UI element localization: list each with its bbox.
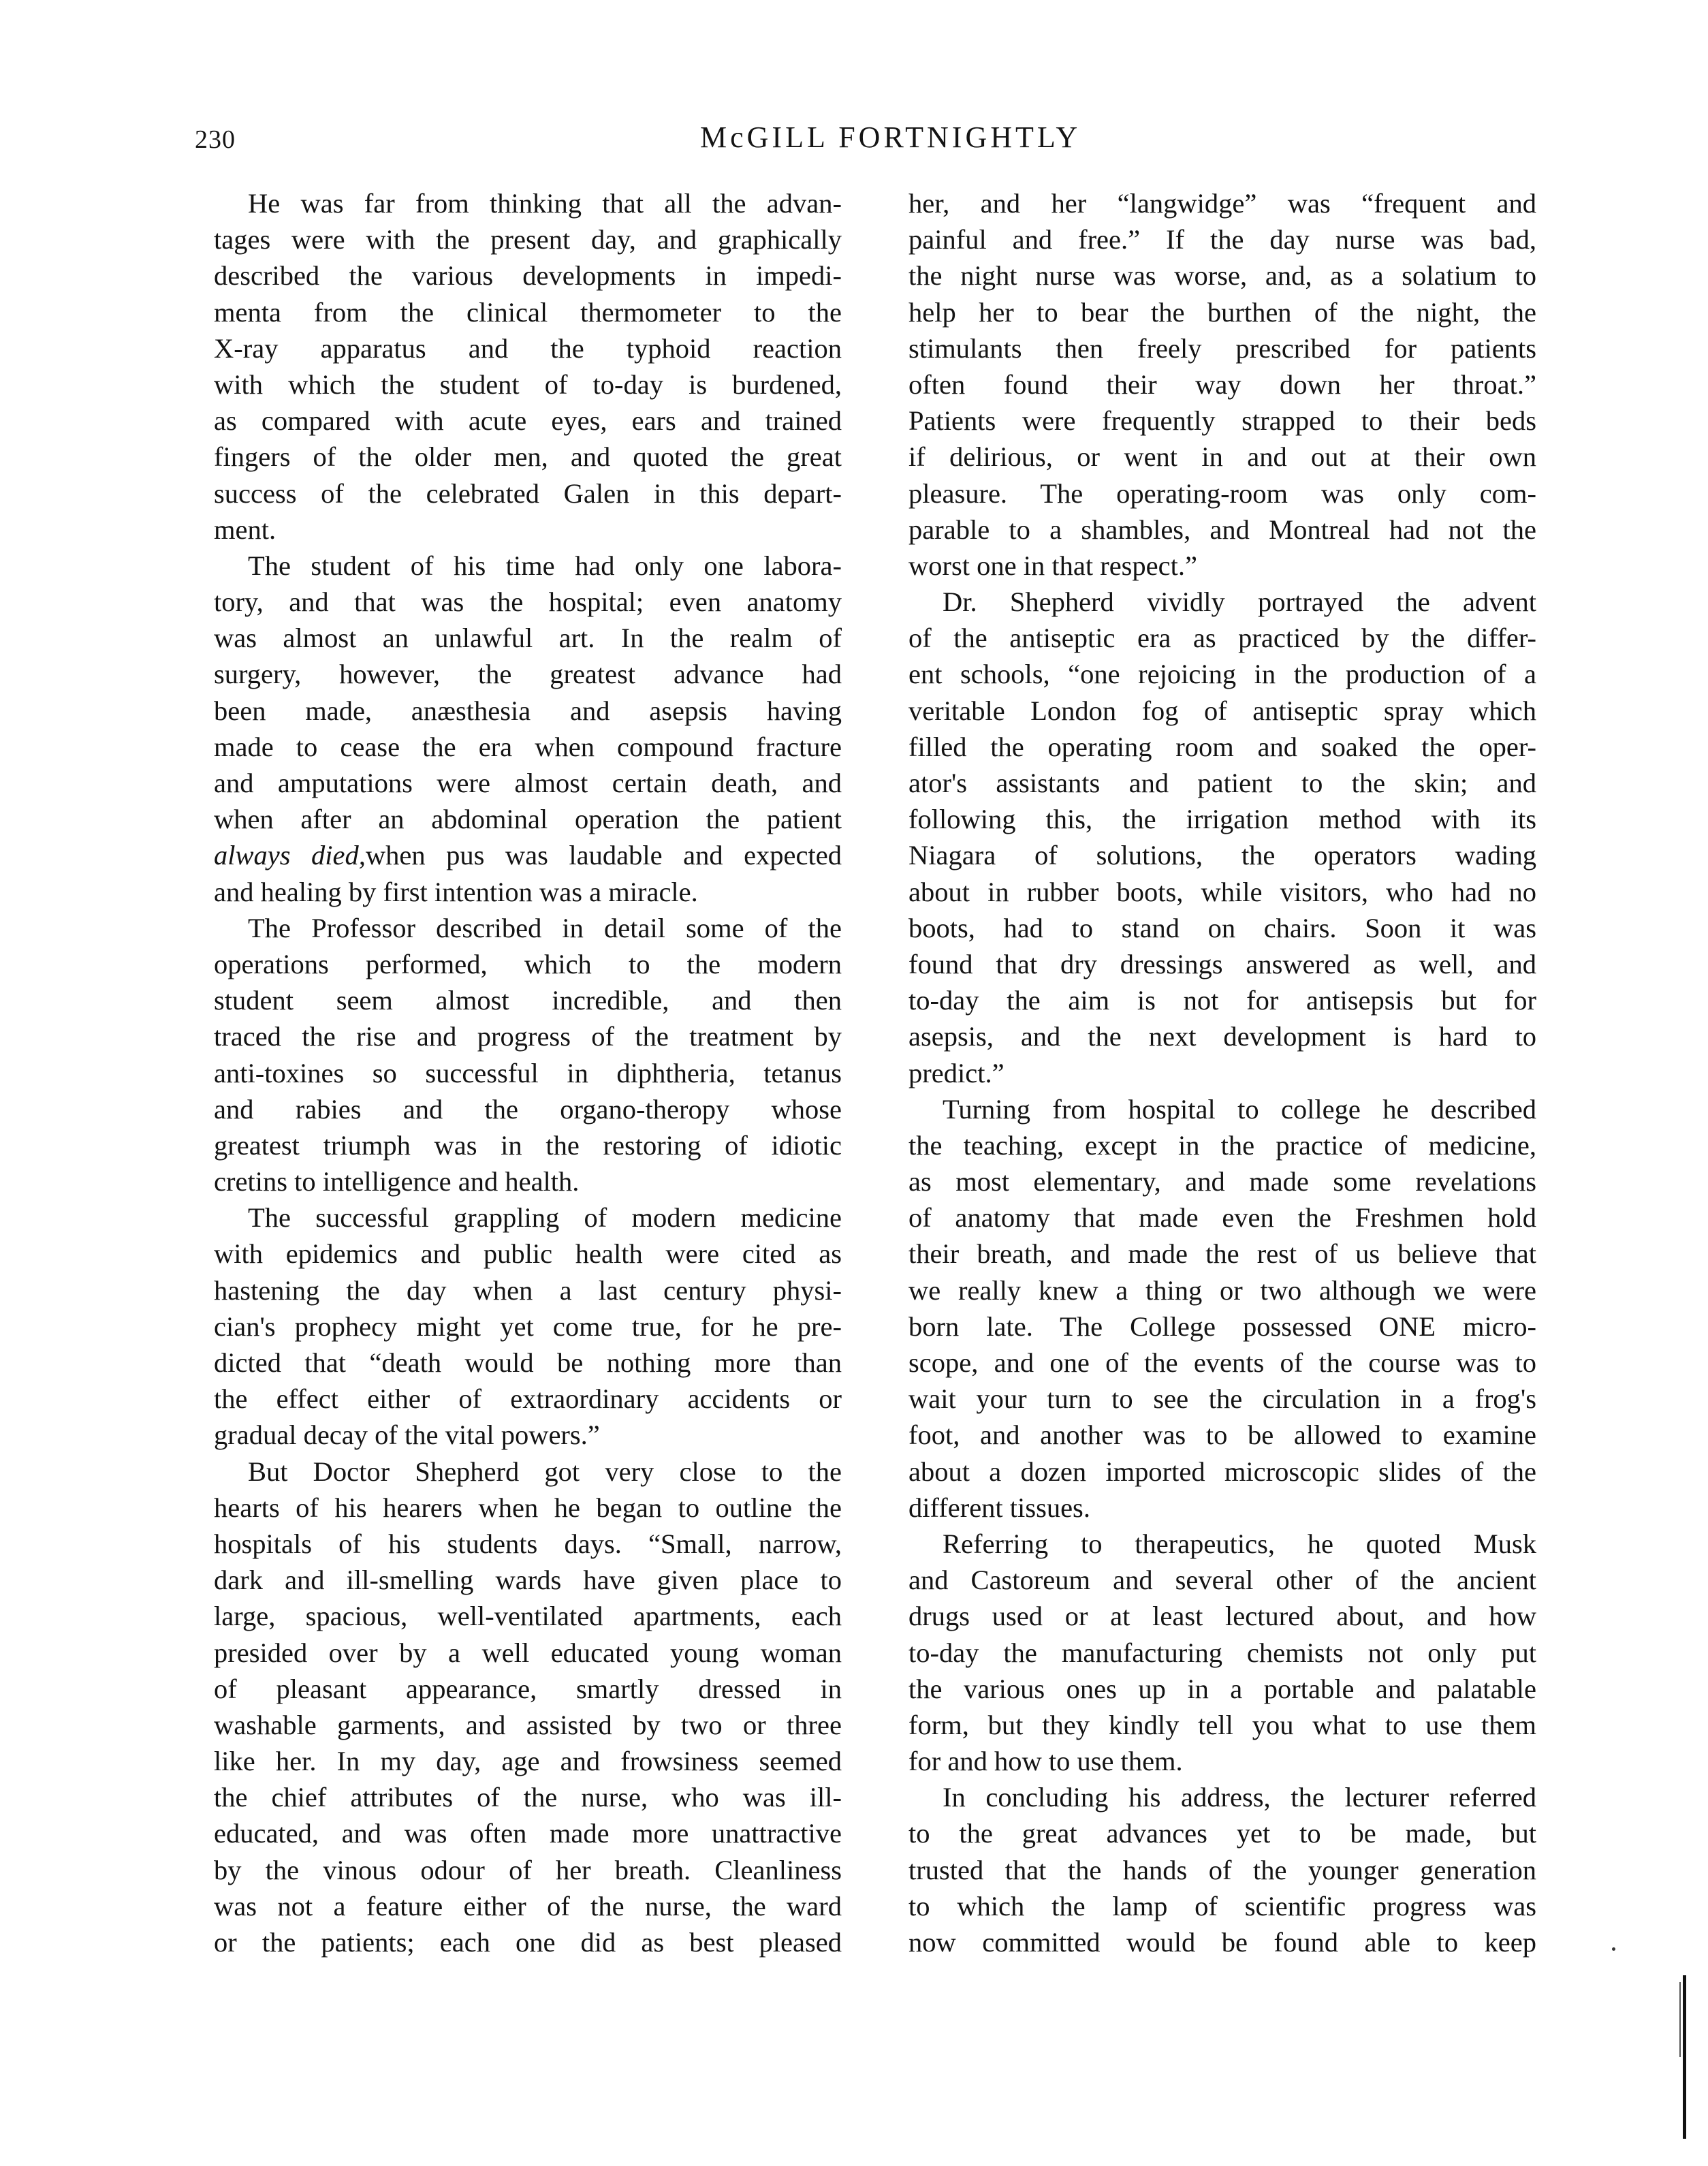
text-line: surgery, however, the greatest advance had	[214, 659, 842, 690]
text-line: as most elementary, and made some revelations	[908, 1166, 1536, 1197]
text-line: born late. The College possessed ONE micro-	[908, 1310, 1536, 1342]
text-line: asepsis, and the next development is hard to	[908, 1021, 1536, 1052]
text-line: and rabies and the organo-theropy whose	[214, 1093, 842, 1125]
text-line: cian's prophecy might yet come true, for he pre-	[214, 1310, 842, 1342]
text-line: to-day the manufacturing chemists not only put	[908, 1637, 1536, 1668]
text-line: Patients were frequently strapped to their beds	[908, 405, 1536, 437]
text-line: menta from the clinical thermometer to the	[214, 296, 842, 328]
text-fragment: when pus was laudable and expected	[365, 840, 842, 871]
text-line: But Doctor Shepherd got very close to the	[248, 1456, 842, 1487]
text-line: Dr. Shepherd vividly portrayed the advent	[943, 586, 1536, 618]
text-line: trusted that the hands of the younger generation	[908, 1854, 1536, 1885]
text-line: help her to bear the burthen of the night, the	[908, 296, 1536, 328]
text-line: student seem almost incredible, and then	[214, 985, 842, 1016]
text-line: hospitals of his students days. “Small, narrow,	[214, 1528, 842, 1559]
text-line: filled the operating room and soaked the oper-	[908, 731, 1536, 762]
text-line: the effect either of extraordinary accidents or	[214, 1383, 842, 1415]
text-line: by the vinous odour of her breath. Cleanliness	[214, 1854, 842, 1885]
right-column	[908, 185, 1536, 1960]
text-line: ment.	[214, 514, 276, 545]
text-line: about in rubber boots, while visitors, who had no	[908, 876, 1536, 907]
text-line: washable garments, and assisted by two or three	[214, 1709, 842, 1740]
text-line: pleasure. The operating-room was only com-	[908, 477, 1536, 509]
text-line: success of the celebrated Galen in this depart-	[214, 477, 842, 509]
text-line: drugs used or at least lectured about, and how	[908, 1601, 1536, 1632]
text-line: anti-toxines so successful in diphtheria, tetanus	[214, 1057, 842, 1088]
text-line: ent schools, “one rejoicing in the production of a	[908, 659, 1536, 690]
text-line: with which the student of to-day is burdened,	[214, 368, 842, 400]
text-line: scope, and one of the events of the course was to	[908, 1347, 1536, 1378]
text-line: her, and her “langwidge” was “frequent and	[908, 188, 1536, 219]
text-line: The Professor described in detail some of the	[248, 912, 842, 943]
text-line: traced the rise and progress of the treatment by	[214, 1021, 842, 1052]
text-line: like her. In my day, age and frowsiness seemed	[214, 1746, 842, 1777]
text-line: and Castoreum and several other of the ancient	[908, 1565, 1536, 1596]
text-line: large, spacious, well-ventilated apartments, each	[214, 1601, 842, 1632]
text-line: made to cease the era when compound fracture	[214, 731, 842, 762]
text-line: different tissues.	[908, 1492, 1090, 1523]
text-line: painful and free.” If the day nurse was bad,	[908, 224, 1536, 255]
text-line: tages were with the present day, and graphically	[214, 224, 842, 255]
text-line: parable to a shambles, and Montreal had not the	[908, 514, 1536, 545]
text-line: been made, anæsthesia and asepsis having	[214, 695, 842, 726]
text-line: if delirious, or went in and out at their own	[908, 441, 1536, 473]
text-line: veritable London fog of antiseptic spray which	[908, 695, 1536, 726]
text-line: presided over by a well educated young woman	[214, 1637, 842, 1668]
text-line: of pleasant appearance, smartly dressed in	[214, 1673, 842, 1704]
text-line	[214, 837, 842, 873]
text-line: the chief attributes of the nurse, who was ill-	[214, 1782, 842, 1813]
scan-speck	[1612, 1947, 1615, 1951]
text-line: X-ray apparatus and the typhoid reaction	[214, 332, 842, 364]
text-line: educated, and was often made more unattractive	[214, 1818, 842, 1849]
text-line: as compared with acute eyes, ears and trained	[214, 405, 842, 437]
running-title: McGILL FORTNIGHTLY	[700, 121, 1081, 154]
italic-phrase: always died,	[214, 840, 366, 871]
text-line: fingers of the older men, and quoted the great	[214, 441, 842, 473]
text-line: we really knew a thing or two although we were	[908, 1274, 1536, 1306]
text-line: Turning from hospital to college he described	[943, 1093, 1536, 1125]
text-line: operations performed, which to the modern	[214, 948, 842, 979]
text-line: boots, had to stand on chairs. Soon it was	[908, 912, 1536, 943]
text-line: dicted that “death would be nothing more than	[214, 1347, 842, 1378]
text-line: tory, and that was the hospital; even anatomy	[214, 586, 842, 618]
text-line: to the great advances yet to be made, but	[908, 1818, 1536, 1849]
text-line: following this, the irrigation method with its	[908, 804, 1536, 835]
text-line: described the various developments in impedi-	[214, 260, 842, 292]
text-line: or the patients; each one did as best pleased	[214, 1927, 842, 1958]
page-number: 230	[195, 125, 236, 154]
text-line: of anatomy that made even the Freshmen hold	[908, 1202, 1536, 1234]
scan-edge-mark	[1683, 1975, 1686, 2139]
text-line: predict.”	[908, 1057, 1005, 1088]
left-column	[214, 185, 842, 1960]
text-line: In concluding his address, the lecturer referred	[943, 1782, 1536, 1813]
text-line: ator's assistants and patient to the skin; and	[908, 768, 1536, 798]
text-line: hastening the day when a last century physi-	[214, 1274, 842, 1306]
text-line: and amputations were almost certain death, and	[214, 768, 842, 798]
text-line: was almost an unlawful art. In the realm of	[214, 623, 842, 654]
text-line: Niagara of solutions, the operators wading	[908, 840, 1536, 871]
text-line: and healing by first intention was a miracle.	[214, 876, 698, 907]
text-line: when after an abdominal operation the patient	[214, 804, 842, 835]
text-line: greatest triumph was in the restoring of idiotic	[214, 1129, 842, 1161]
text-line: foot, and another was to be allowed to examine	[908, 1419, 1536, 1451]
text-line: for and how to use them.	[908, 1746, 1183, 1777]
text-line: Referring to therapeutics, he quoted Musk	[943, 1528, 1536, 1559]
text-line: found that dry dressings answered as well, and	[908, 948, 1536, 979]
text-line: hearts of his hearers when he began to outline the	[214, 1492, 842, 1523]
text-line: He was far from thinking that all the advan-	[248, 188, 842, 219]
text-line: now committed would be found able to keep	[908, 1927, 1536, 1958]
text-line: The student of his time had only one labora-	[248, 550, 842, 581]
text-line: gradual decay of the vital powers.”	[214, 1419, 600, 1451]
text-line: their breath, and made the rest of us believe that	[908, 1238, 1536, 1270]
text-line: to which the lamp of scientific progress was	[908, 1890, 1536, 1921]
text-line: about a dozen imported microscopic slides of the	[908, 1456, 1536, 1487]
text-line: worst one in that respect.”	[908, 550, 1197, 581]
text-line: form, but they kindly tell you what to use them	[908, 1709, 1536, 1740]
text-line: the teaching, except in the practice of medicine,	[908, 1129, 1536, 1161]
text-line: to-day the aim is not for antisepsis but for	[908, 985, 1536, 1016]
text-line: the night nurse was worse, and, as a solatium to	[908, 260, 1536, 292]
text-line: stimulants then freely prescribed for patients	[908, 332, 1536, 364]
text-line: cretins to intelligence and health.	[214, 1166, 580, 1197]
text-line: of the antiseptic era as practiced by the differ-	[908, 623, 1536, 654]
text-line: wait your turn to see the circulation in a frog's	[908, 1383, 1536, 1415]
text-line: often found their way down her throat.”	[908, 368, 1536, 400]
text-line: was not a feature either of the nurse, the ward	[214, 1890, 842, 1921]
text-line: with epidemics and public health were cited as	[214, 1238, 842, 1270]
scan-edge-mark	[1679, 1982, 1681, 2057]
text-line: The successful grappling of modern medicine	[248, 1202, 842, 1234]
text-line: dark and ill-smelling wards have given place to	[214, 1565, 842, 1596]
text-line: the various ones up in a portable and palatable	[908, 1673, 1536, 1704]
